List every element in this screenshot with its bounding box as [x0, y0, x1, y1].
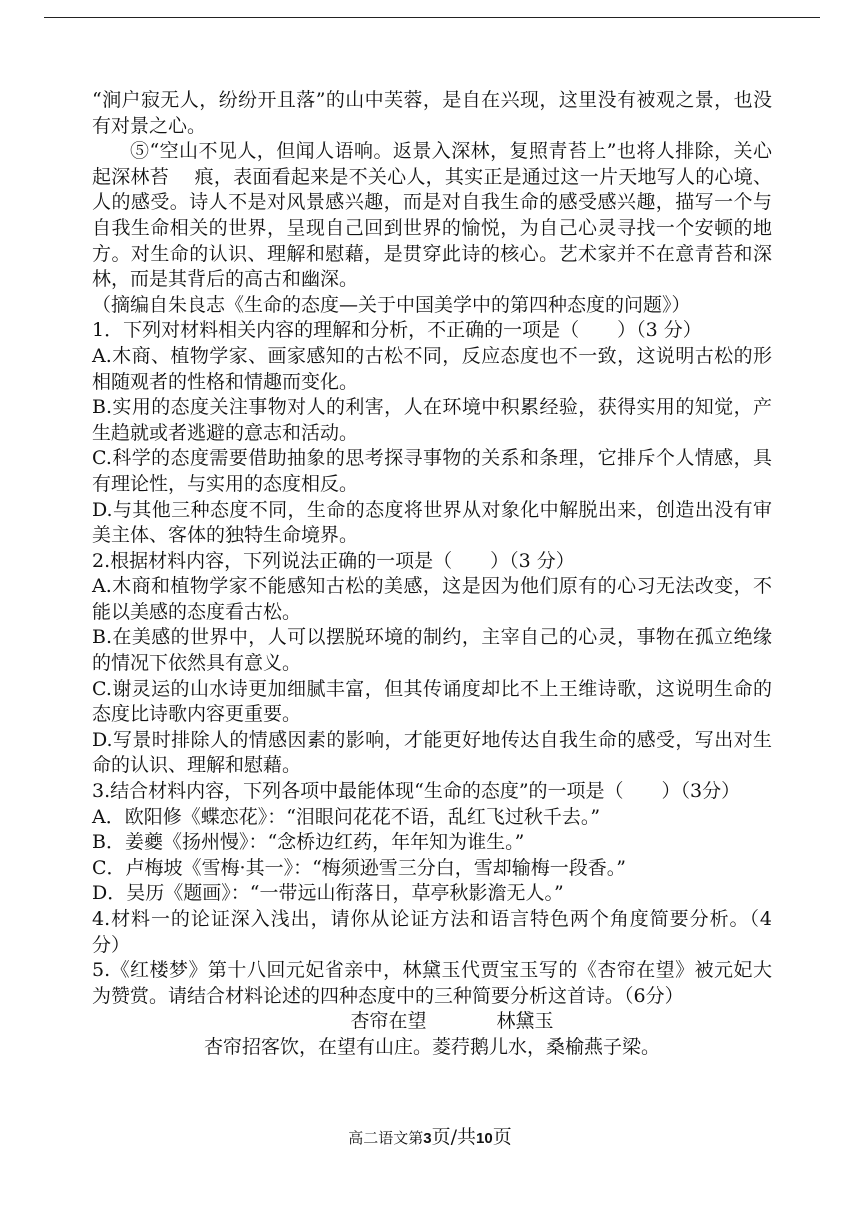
poem-line: 杏帘招客饮，在望有山庄。菱荇鹅儿水，桑榆燕子梁。 — [203, 1035, 660, 1058]
option-d: D．吴历《题画》：“一带远山衔落日，草亭秋影澹无人。” — [92, 882, 564, 905]
question-stem: 2.根据材料内容，下列说法正确的一项是（ ）（3 分） — [92, 549, 575, 572]
header-rule — [44, 17, 820, 18]
question-2 — [92, 549, 772, 779]
poem-heading — [92, 1009, 772, 1035]
poem-title: 杏帘在望 — [350, 1010, 427, 1033]
passage-paragraph-continued: “涧户寂无人，纷纷开且落”的山中芙蓉，是自在兴现，这里没有被观之景，也没有对景之心。 — [92, 89, 772, 137]
option-d: D.与其他三种态度不同，生命的态度将世界从对象化中解脱出来，创造出没有审美主体、客体的独特生命境界。 — [92, 498, 772, 547]
footer-mid: 页/共 — [431, 1126, 477, 1148]
question-4 — [92, 907, 772, 958]
footer-total-pages: 10 — [476, 1130, 493, 1147]
option-b: B．姜夔《扬州慢》：“念桥边红药，年年知为谁生。” — [92, 831, 525, 854]
passage-source: （摘编自朱良志《生命的态度—关于中国美学中的第四种态度的问题》） — [92, 293, 691, 316]
question-stem: 3.结合材料内容，下列各项中最能体现“生命的态度”的一项是（ ）（3分） — [92, 780, 741, 803]
option-b: B.实用的态度关注事物对人的利害，人在环境中积累经验，获得实用的知觉，产生趋就或者逃避的意志和活动。 — [92, 396, 772, 444]
page-footer — [0, 1122, 860, 1149]
question-5 — [92, 958, 772, 1009]
option-c: C．卢梅坡《雪梅·其一》：“梅须逊雪三分白，雪却输梅一段香。” — [92, 856, 627, 879]
option-a: A．欧阳修《蝶恋花》：“泪眼问花花不语，乱红飞过秋千去。” — [92, 805, 601, 828]
document-body — [92, 88, 772, 1061]
question-stem: 5.《红楼梦》第十八回元妃省亲中，林黛玉代贾宝玉写的《杏帘在望》被元妃大为赞赏。请结合材料论述的四种态度中的三种简要分析这首诗。（6分） — [92, 959, 772, 1007]
question-stem: 4.材料一的论证深入浅出，请你从论证方法和语言特色两个角度简要分析。（4 分） — [92, 908, 772, 956]
option-a: A.木商、植物学家、画家感知的古松不同，反应态度也不一致，这说明古松的形相随观者的性格和情趣而变化。 — [92, 344, 772, 393]
option-c: C.科学的态度需要借助抽象的思考探寻事物的关系和条理，它排斥个人情感，具有理论性，与实用的态度相反。 — [92, 447, 772, 495]
passage-paragraph-5: ⑤“空山不见人，但闻人语响。返景入深林，复照青苔上”也将人排除，关心起深林苔 痕，表面看起来是不关心人，其实正是通过这一片天地写人的心境、人的感受。诗人不是对风景感兴趣，而是对自我生命的感受感兴趣，描写一个与自我生命相关的世界，呈现自己回到世界的愉悦，为自己心灵寻找一个安顿的地方。对生命的认识、理解和慰藉，是贯穿此诗的核心。艺术家并不在意青苔和深林，而是其背后的高古和幽深。 — [92, 140, 772, 291]
footer-prefix: 高二语文第 — [348, 1129, 424, 1147]
option-c: C.谢灵运的山水诗更加细腻丰富，但其传诵度却比不上王维诗歌，这说明生命的态度比诗歌内容更重要。 — [92, 677, 772, 726]
poem-author: 林黛玉 — [496, 1010, 554, 1033]
question-1 — [92, 318, 772, 548]
option-a: A.木商和植物学家不能感知古松的美感，这是因为他们原有的心习无法改变，不能以美感的态度看古松。 — [92, 575, 772, 623]
footer-page-number: 3 — [423, 1130, 432, 1147]
footer-suffix: 页 — [492, 1126, 512, 1148]
option-b: B.在美感的世界中，人可以摆脱环境的制约，主宰自己的心灵，事物在孤立绝缘的情况下依然具有意义。 — [92, 626, 772, 675]
option-d: D.写景时排除人的情感因素的影响，才能更好地传达自我生命的感受，写出对生命的认识、理解和慰藉。 — [92, 728, 772, 777]
question-3 — [92, 779, 772, 907]
question-stem: 1．下列对材料相关内容的理解和分析，不正确的一项是（ ）（3 分） — [92, 319, 702, 342]
